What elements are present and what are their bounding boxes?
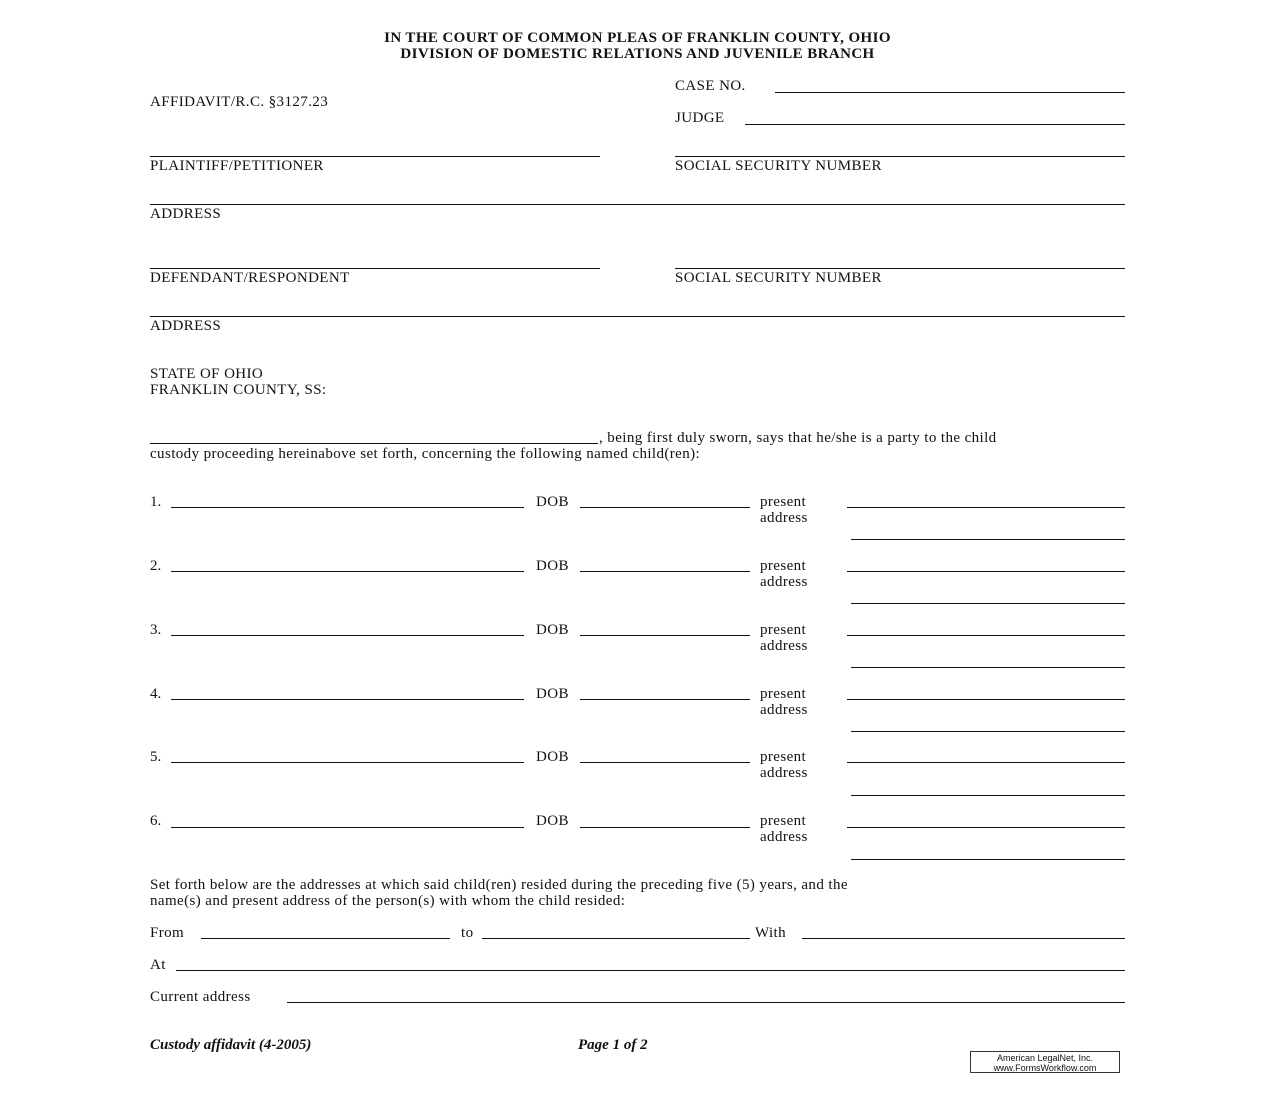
dob-field[interactable] xyxy=(580,635,750,636)
defendant-label: DEFENDANT/RESPONDENT xyxy=(150,270,350,286)
oath-line-1: , being first duly sworn, says that he/she is a party to the child xyxy=(599,430,997,446)
dob-field[interactable] xyxy=(580,571,750,572)
case-no-label: CASE NO. xyxy=(675,78,746,94)
present-address-field-1[interactable] xyxy=(847,571,1125,572)
publisher-url: www.FormsWorkflow.com xyxy=(993,1063,1097,1073)
dob-label: DOB xyxy=(536,686,569,702)
with-label: With xyxy=(755,925,786,941)
dob-label: DOB xyxy=(536,494,569,510)
address-label: address xyxy=(760,702,808,718)
plaintiff-ssn-field[interactable] xyxy=(675,156,1125,157)
child-number: 2. xyxy=(150,558,162,574)
venue-county: FRANKLIN COUNTY, SS: xyxy=(150,382,327,398)
judge-field[interactable] xyxy=(745,124,1125,125)
child-number: 1. xyxy=(150,494,162,510)
judge-label: JUDGE xyxy=(675,110,725,126)
oath-line-2: custody proceeding hereinabove set forth, concerning the following named child(ren): xyxy=(150,446,701,462)
present-address-field-2[interactable] xyxy=(851,667,1125,668)
at-label: At xyxy=(150,957,166,973)
defendant-field[interactable] xyxy=(150,268,600,269)
present-address-field-1[interactable] xyxy=(847,507,1125,508)
present-address-field-2[interactable] xyxy=(851,859,1125,860)
to-field[interactable] xyxy=(482,938,750,939)
defendant-address-field[interactable] xyxy=(150,316,1125,317)
present-address-field-2[interactable] xyxy=(851,603,1125,604)
child-name-field[interactable] xyxy=(171,507,524,508)
plaintiff-ssn-label: SOCIAL SECURITY NUMBER xyxy=(675,158,882,174)
present-label: present xyxy=(760,813,807,829)
current-address-label: Current address xyxy=(150,989,251,1005)
present-address-field-1[interactable] xyxy=(847,699,1125,700)
dob-field[interactable] xyxy=(580,507,750,508)
address-label: address xyxy=(760,829,808,845)
present-label: present xyxy=(760,622,807,638)
address-label: address xyxy=(760,510,808,526)
page-number: Page 1 of 2 xyxy=(578,1037,648,1053)
plaintiff-label: PLAINTIFF/PETITIONER xyxy=(150,158,324,174)
child-number: 6. xyxy=(150,813,162,829)
address-label: address xyxy=(760,638,808,654)
publisher-badge xyxy=(970,1051,1120,1073)
child-number: 5. xyxy=(150,749,162,765)
form-name: Custody affidavit (4-2005) xyxy=(150,1037,312,1053)
dob-field[interactable] xyxy=(580,827,750,828)
current-address-field[interactable] xyxy=(287,1002,1125,1003)
present-address-field-1[interactable] xyxy=(847,762,1125,763)
present-address-field-1[interactable] xyxy=(847,827,1125,828)
child-name-field[interactable] xyxy=(171,827,524,828)
division-title: DIVISION OF DOMESTIC RELATIONS AND JUVENILE BRANCH xyxy=(400,46,875,62)
address-label: address xyxy=(760,765,808,781)
child-name-field[interactable] xyxy=(171,635,524,636)
dob-label: DOB xyxy=(536,622,569,638)
present-address-field-2[interactable] xyxy=(851,539,1125,540)
present-address-field-2[interactable] xyxy=(851,731,1125,732)
defendant-ssn-label: SOCIAL SECURITY NUMBER xyxy=(675,270,882,286)
form-id: AFFIDAVIT/R.C. §3127.23 xyxy=(150,94,329,110)
present-label: present xyxy=(760,494,807,510)
residence-intro-1: Set forth below are the addresses at which said child(ren) resided during the preceding five (5) years, and the xyxy=(150,877,848,893)
from-label: From xyxy=(150,925,185,941)
court-title: IN THE COURT OF COMMON PLEAS OF FRANKLIN COUNTY, OHIO xyxy=(384,30,891,46)
child-number: 4. xyxy=(150,686,162,702)
child-name-field[interactable] xyxy=(171,699,524,700)
present-label: present xyxy=(760,749,807,765)
case-no-field[interactable] xyxy=(775,92,1125,93)
defendant-ssn-field[interactable] xyxy=(675,268,1125,269)
affiant-name-field[interactable] xyxy=(150,443,598,444)
present-label: present xyxy=(760,558,807,574)
plaintiff-address-field[interactable] xyxy=(150,204,1125,205)
child-name-field[interactable] xyxy=(171,571,524,572)
dob-label: DOB xyxy=(536,558,569,574)
present-address-field-1[interactable] xyxy=(847,635,1125,636)
residence-intro-2: name(s) and present address of the person(s) with whom the child resided: xyxy=(150,893,626,909)
dob-field[interactable] xyxy=(580,762,750,763)
with-field[interactable] xyxy=(802,938,1125,939)
child-name-field[interactable] xyxy=(171,762,524,763)
to-label: to xyxy=(461,925,474,941)
present-address-field-2[interactable] xyxy=(851,795,1125,796)
dob-label: DOB xyxy=(536,813,569,829)
defendant-address-label: ADDRESS xyxy=(150,318,222,334)
dob-field[interactable] xyxy=(580,699,750,700)
dob-label: DOB xyxy=(536,749,569,765)
plaintiff-address-label: ADDRESS xyxy=(150,206,222,222)
at-field[interactable] xyxy=(176,970,1125,971)
from-field[interactable] xyxy=(201,938,450,939)
child-number: 3. xyxy=(150,622,162,638)
publisher-name: American LegalNet, Inc. xyxy=(996,1053,1094,1063)
plaintiff-field[interactable] xyxy=(150,156,600,157)
address-label: address xyxy=(760,574,808,590)
venue-state: STATE OF OHIO xyxy=(150,366,264,382)
present-label: present xyxy=(760,686,807,702)
